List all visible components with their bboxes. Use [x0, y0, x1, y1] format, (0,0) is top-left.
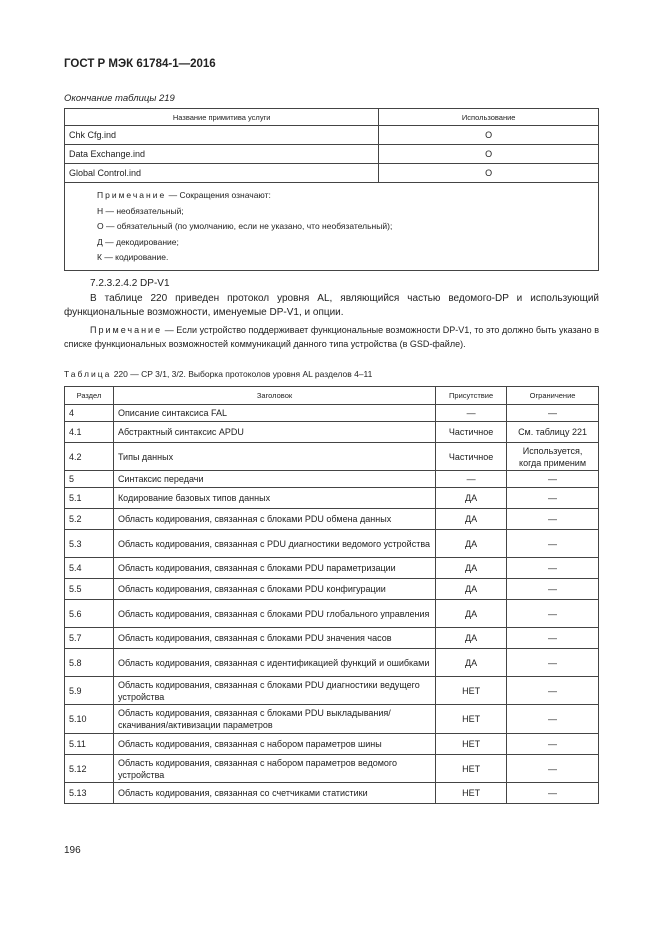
section-title: Синтаксис передачи [113, 471, 435, 488]
restriction-value: — [507, 600, 599, 628]
presence-value: НЕТ [436, 755, 507, 783]
usage-value: O [379, 164, 599, 183]
section-number: 5.5 [65, 579, 114, 600]
table-row [65, 783, 599, 804]
caption-label: Таблица [64, 369, 112, 379]
presence-value: ДА [436, 579, 507, 600]
restriction-value: См. таблицу 221 [507, 422, 599, 443]
section-title: Область кодирования, связанная с блоками PDU параметризации [113, 558, 435, 579]
note-line: Н — необязательный; [97, 205, 184, 216]
restriction-value: — [507, 530, 599, 558]
section-title: Область кодирования, связанная с блоками PDU значения часов [113, 628, 435, 649]
primitive-name: Chk Cfg.ind [65, 126, 379, 145]
table-row [65, 509, 599, 530]
restriction-value: — [507, 734, 599, 755]
presence-value: НЕТ [436, 705, 507, 734]
note-label: Примечание [90, 325, 163, 335]
restriction-value: — [507, 405, 599, 422]
presence-value: НЕТ [436, 783, 507, 804]
table-220-caption [64, 369, 372, 379]
section-number: 5.8 [65, 649, 114, 677]
section-title: Область кодирования, связанная с блоками PDU глобального управления [113, 600, 435, 628]
table-row [65, 755, 599, 783]
table-row [65, 488, 599, 509]
primitive-name: Data Exchange.ind [65, 145, 379, 164]
section-number: 5 [65, 471, 114, 488]
table-row [65, 649, 599, 677]
usage-value: O [379, 126, 599, 145]
section-number: 5.11 [65, 734, 114, 755]
table-row [65, 145, 599, 164]
section-title: Область кодирования, связанная с набором параметров ведомого устройства [113, 755, 435, 783]
table-row [65, 628, 599, 649]
table-row [65, 126, 599, 145]
column-header: Присутствие [436, 387, 507, 405]
table-row [65, 734, 599, 755]
section-title: Область кодирования, связанная со счетчиками статистики [113, 783, 435, 804]
caption-text: 220 — CP 3/1, 3/2. Выборка протоколов уровня AL разделов 4–11 [113, 369, 373, 379]
restriction-value: — [507, 705, 599, 734]
presence-value: НЕТ [436, 677, 507, 705]
presence-value: ДА [436, 600, 507, 628]
column-header: Заголовок [113, 387, 435, 405]
table-row [65, 530, 599, 558]
restriction-value: — [507, 488, 599, 509]
section-number: 7.2.3.2.4.2 [90, 278, 138, 289]
section-number: 5.13 [65, 783, 114, 804]
presence-value: ДА [436, 649, 507, 677]
section-title: Область кодирования, связанная с набором параметров шины [113, 734, 435, 755]
note-line: — Сокращения означают: [168, 190, 271, 200]
table-row [65, 579, 599, 600]
note-label: Примечание [97, 190, 167, 200]
restriction-value: — [507, 677, 599, 705]
table-219-caption: Окончание таблицы 219 [64, 93, 175, 104]
section-title: Область кодирования, связанная с блоками PDU диагностики ведущего устройства [113, 677, 435, 705]
section-number: 5.2 [65, 509, 114, 530]
table-body [65, 405, 599, 804]
restriction-value: — [507, 471, 599, 488]
section-title: Описание синтаксиса FAL [113, 405, 435, 422]
section-title: Типы данных [113, 443, 435, 471]
usage-value: O [379, 145, 599, 164]
column-header: Раздел [65, 387, 114, 405]
restriction-value: Используется, когда применим [507, 443, 599, 471]
presence-value: — [436, 471, 507, 488]
presence-value: ДА [436, 509, 507, 530]
note-line: О — обязательный (по умолчанию, если не указано, что необязательный); [97, 221, 393, 231]
section-number: 4.1 [65, 422, 114, 443]
section-title: Область кодирования, связанная с PDU диагностики ведомого устройства [113, 530, 435, 558]
section-number: 5.6 [65, 600, 114, 628]
section-number: 5.9 [65, 677, 114, 705]
section-number: 5.12 [65, 755, 114, 783]
section-number: 5.10 [65, 705, 114, 734]
table-219 [64, 108, 599, 271]
column-header: Название примитива услуги [65, 109, 379, 126]
restriction-value: — [507, 628, 599, 649]
section-heading [90, 278, 170, 289]
note-text: — Если устройство поддерживает функциональные возможности DP-V1, то это должно быть указано в списке функциональных возможностей коммуникаций данного типа устройства (в GSD-файле). [64, 325, 599, 349]
table-row [65, 705, 599, 734]
section-title: Область кодирования, связанная с блоками PDU обмена данных [113, 509, 435, 530]
section-number: 4.2 [65, 443, 114, 471]
table-row [65, 422, 599, 443]
table-row [65, 677, 599, 705]
primitive-name: Global Control.ind [65, 164, 379, 183]
section-number: 4 [65, 405, 114, 422]
note-line: К — кодирование. [97, 252, 169, 262]
presence-value: — [436, 405, 507, 422]
restriction-value: — [507, 509, 599, 530]
table-220 [64, 386, 599, 804]
table-header-row [65, 387, 599, 405]
table-row [65, 443, 599, 471]
table-row [65, 600, 599, 628]
table-row [65, 164, 599, 183]
table-row [65, 558, 599, 579]
section-number: 5.7 [65, 628, 114, 649]
table-row [65, 471, 599, 488]
section-paragraph: В таблице 220 приведен протокол уровня AL, являющийся частью ведомого-DP и использующий функциональные возможности, именуемые DP-V1, и опции. [64, 293, 599, 318]
presence-value: ДА [436, 558, 507, 579]
presence-value: ДА [436, 530, 507, 558]
restriction-value: — [507, 579, 599, 600]
section-note [64, 323, 599, 351]
section-title: Область кодирования, связанная с идентификацией функций и ошибками [113, 649, 435, 677]
presence-value: НЕТ [436, 734, 507, 755]
section-title: Область кодирования, связанная с блоками PDU конфигурации [113, 579, 435, 600]
restriction-value: — [507, 783, 599, 804]
section-number: 5.4 [65, 558, 114, 579]
page-number: 196 [64, 845, 81, 856]
restriction-value: — [507, 558, 599, 579]
presence-value: Частичное [436, 443, 507, 471]
presence-value: ДА [436, 488, 507, 509]
table-note [65, 183, 599, 271]
table-row [65, 405, 599, 422]
section-number: 5.3 [65, 530, 114, 558]
presence-value: Частичное [436, 422, 507, 443]
presence-value: ДА [436, 628, 507, 649]
restriction-value: — [507, 755, 599, 783]
note-line: Д — декодирование; [97, 236, 179, 247]
column-header: Ограничение [507, 387, 599, 405]
restriction-value: — [507, 649, 599, 677]
section-title: Кодирование базовых типов данных [113, 488, 435, 509]
document-header: ГОСТ Р МЭК 61784-1—2016 [64, 58, 216, 70]
section-number: 5.1 [65, 488, 114, 509]
table-header-row [65, 109, 599, 126]
section-title: DP-V1 [140, 278, 170, 289]
column-header: Использование [379, 109, 599, 126]
table-note-row [65, 183, 599, 271]
section-title: Область кодирования, связанная с блоками PDU выкладывания/скачивания/активизации параметров [113, 705, 435, 734]
section-title: Абстрактный синтаксис APDU [113, 422, 435, 443]
